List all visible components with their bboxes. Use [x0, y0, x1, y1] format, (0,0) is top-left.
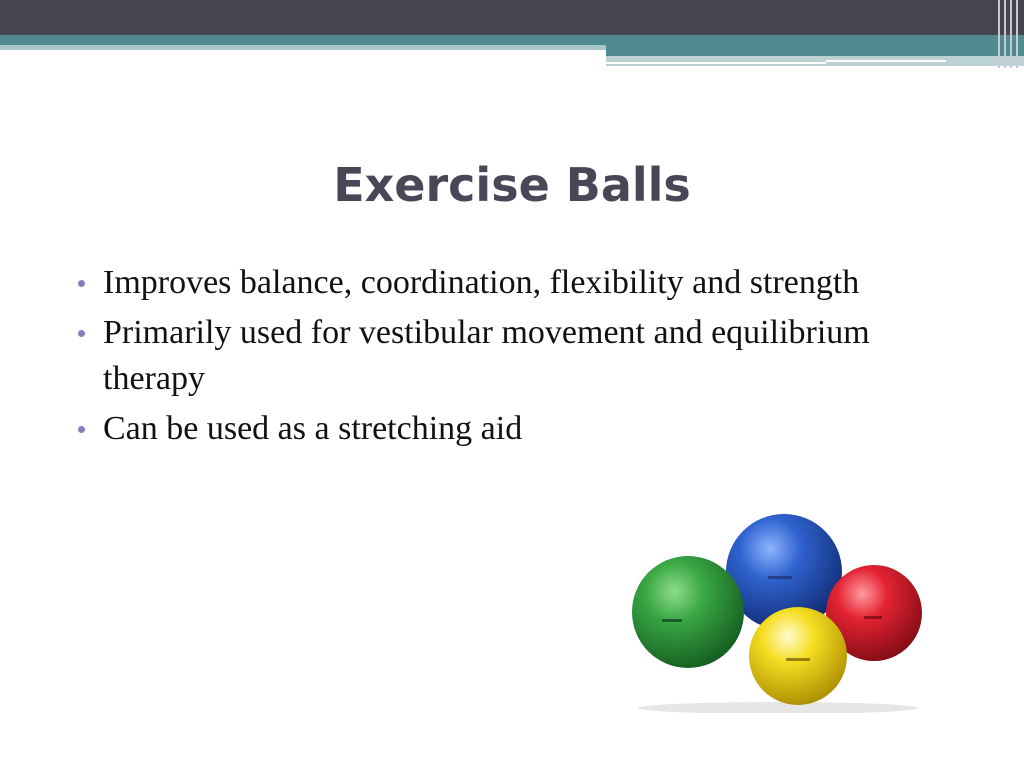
- header-thin-line: [826, 60, 946, 62]
- slide-title: Exercise Balls: [333, 158, 691, 212]
- header-light-band-right: [606, 56, 1024, 66]
- green-ball: [632, 556, 744, 668]
- bullet-text: Primarily used for vestibular movement and equilibrium therapy: [103, 314, 870, 397]
- bullet-marker: [78, 280, 85, 287]
- balls-shadow: [638, 702, 918, 713]
- header-teal-band: [0, 35, 1024, 45]
- header-corner-stripes: [996, 0, 1024, 68]
- bullet-item: [76, 260, 946, 306]
- exercise-balls-image: [628, 508, 928, 713]
- bullet-list: [76, 260, 946, 456]
- header-thin-line: [606, 62, 826, 64]
- bullet-item: [76, 310, 946, 402]
- bullet-marker: [78, 330, 85, 337]
- bullet-text: Can be used as a stretching aid: [103, 410, 523, 447]
- yellow-ball-logo: [786, 658, 810, 661]
- yellow-ball: [749, 607, 847, 705]
- bullet-item: [76, 406, 946, 452]
- red-ball-logo: [864, 616, 882, 619]
- header-light-band-left: [0, 45, 606, 50]
- bullet-text: Improves balance, coordination, flexibility and strength: [103, 264, 860, 301]
- green-ball-logo: [662, 619, 682, 622]
- bullet-marker: [78, 426, 85, 433]
- header-dark-band: [0, 0, 1024, 35]
- blue-ball-logo: [768, 576, 792, 579]
